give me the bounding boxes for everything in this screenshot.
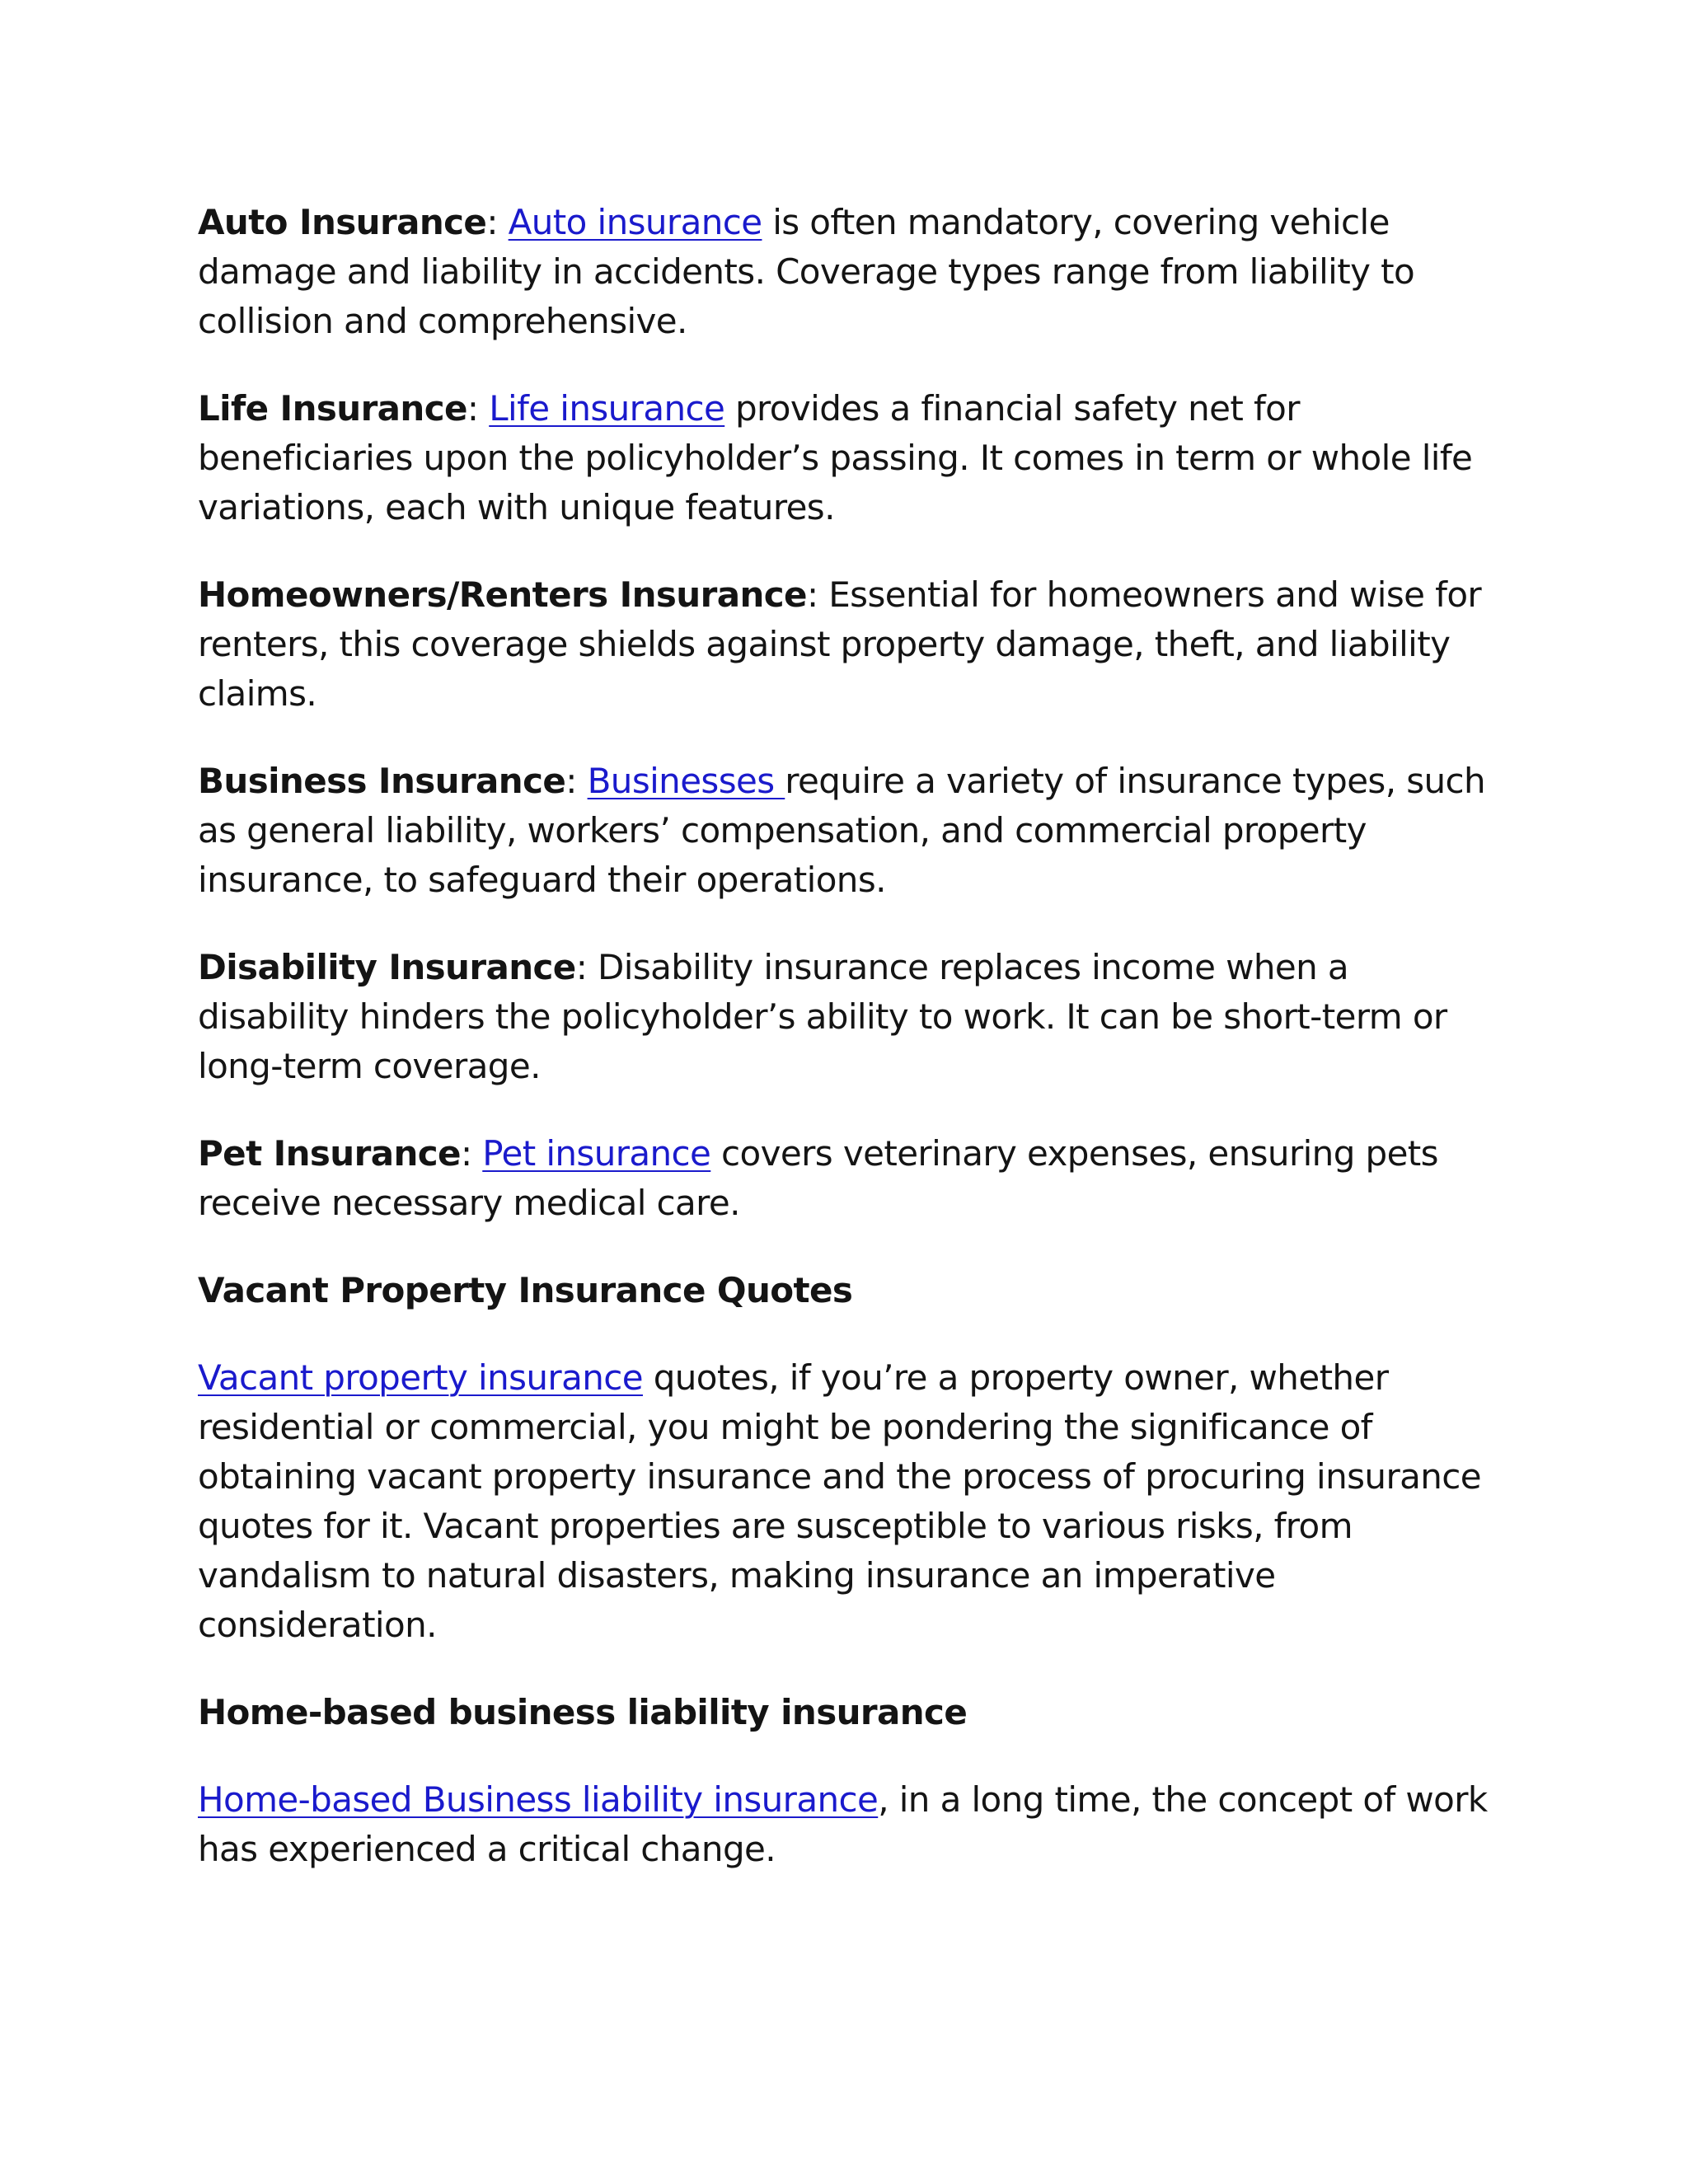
home-based-business-liability-link[interactable]: Home-based Business liability insurance [198, 1779, 879, 1820]
vacant-property-text: quotes, if you’re a property owner, whether residential or commercial, you might be pondering the significance of obtaining vacant property insurance and the process of procuring insurance quotes for it. Vacant properties are susceptible to various risks, from vandalism to natural disasters, making insurance an imperative consideration. [198, 1357, 1481, 1645]
separator: : [575, 947, 598, 987]
separator: : [467, 388, 490, 429]
separator: : [460, 1133, 483, 1174]
home-based-business-heading: Home-based business liability insurance [198, 1692, 968, 1732]
pet-insurance-title: Pet Insurance [198, 1133, 461, 1174]
separator: : [565, 761, 588, 801]
life-insurance-link[interactable]: Life insurance [489, 388, 725, 429]
pet-insurance-link[interactable]: Pet insurance [482, 1133, 711, 1174]
pet-insurance-text: covers veterinary expenses, ensuring pets receive necessary medical care. [198, 1133, 1438, 1223]
business-insurance-paragraph [198, 757, 1500, 905]
home-based-business-text: , in a long time, the concept of work has experienced a critical change. [198, 1779, 1488, 1869]
life-insurance-paragraph [198, 384, 1500, 532]
homeowners-insurance-paragraph [198, 570, 1500, 719]
business-insurance-text: require a variety of insurance types, such as general liability, workers’ compensation, and commercial property insurance, to safeguard their operations. [198, 761, 1486, 900]
homeowners-insurance-text: Essential for homeowners and wise for renters, this coverage shields against property damage, theft, and liability claims. [198, 574, 1482, 714]
vacant-property-heading: Vacant Property Insurance Quotes [198, 1270, 853, 1310]
separator: : [486, 202, 509, 242]
home-based-business-paragraph [198, 1775, 1500, 1874]
auto-insurance-title: Auto Insurance [198, 202, 487, 242]
vacant-property-paragraph [198, 1353, 1500, 1650]
disability-insurance-title: Disability Insurance [198, 947, 576, 987]
auto-insurance-text: is often mandatory, covering vehicle damage and liability in accidents. Coverage types range from liability to collision and comprehensive. [198, 202, 1415, 341]
document-page [198, 198, 1500, 1912]
life-insurance-text: provides a financial safety net for beneficiaries upon the policyholder’s passing. It comes in term or whole life variations, each with unique features. [198, 388, 1473, 527]
homeowners-insurance-title: Homeowners/Renters Insurance [198, 574, 807, 615]
auto-insurance-paragraph [198, 198, 1500, 346]
separator: : [806, 574, 829, 615]
vacant-property-insurance-link[interactable]: Vacant property insurance [198, 1357, 643, 1398]
business-insurance-title: Business Insurance [198, 761, 566, 801]
life-insurance-title: Life Insurance [198, 388, 467, 429]
disability-insurance-text: Disability insurance replaces income when a disability hinders the policyholder’s ability to work. It can be short-term or long-term coverage. [198, 947, 1447, 1086]
businesses-link[interactable]: Businesses [587, 761, 785, 801]
auto-insurance-link[interactable]: Auto insurance [508, 202, 762, 242]
pet-insurance-paragraph [198, 1129, 1500, 1228]
disability-insurance-paragraph [198, 943, 1500, 1091]
